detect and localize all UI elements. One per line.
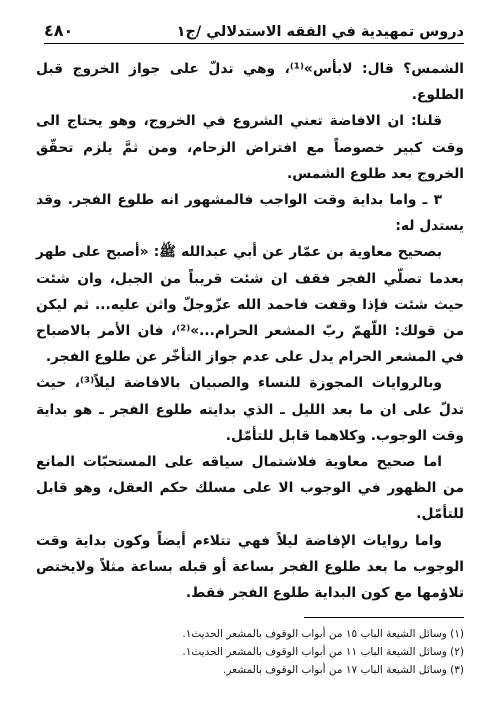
paragraph: بصحيح معاوية بن عمّار عن أبي عبدالله ﷺ: «أصبح على طهر بعدما تصلّي الفجر فقف ان شئت قريباً من الجبل، وان شئت حيث شئت فإذا وقفت فاحمد الله عزّوجلّ واثن عليه... ثم ليكن من قولك: اللّهمّ ربّ المشعر الحرام...»⁽²⁾، فان الأمر بالاصباح في المشعر الحرام يدل على عدم جواز التأخّر عن طلوع الفجر. xyxy=(36,244,464,366)
paragraph: اما صحيح معاوية فلاشتمال سياقه على المستحبّات المانع من الظهور في الوجوب الا على مسلك حكم العقل، وهو قابل للتأمّل. xyxy=(36,454,464,523)
paragraph: واما روايات الإفاضة ليلاً فهي تتلاءم أيضاً وكون بداية وقت الوجوب ما بعد طلوع الفجر بساعة أو قبله بساعة مثلاً ولايختص تلاؤمها مع كون البداية طلوع الفجر فقط. xyxy=(36,532,464,602)
paragraph: الشمس؟ قال: لابأس»⁽¹⁾، وهي تدلّ على جواز الخروج قبل الطلوع. xyxy=(36,61,465,104)
page-header xyxy=(44,18,464,44)
running-title: دروس تمهيدية في الفقه الاستدلالي /ج١ xyxy=(176,24,464,40)
main-text xyxy=(36,56,464,606)
footnotes xyxy=(40,625,464,679)
footnote: (٢) وسائل الشيعة الباب ١١ من أبواب الوقوف بالمشعر الحديث١. xyxy=(182,646,464,658)
footnote: (١) وسائل الشيعة الباب ١٥ من أبواب الوقوف بالمشعر الحديث١. xyxy=(182,628,464,640)
paragraph: ٣ ـ واما بداية وقت الواجب فالمشهور انه طلوع الفجر. وقد يستدل له: xyxy=(36,192,464,235)
page-number: ٤٨٠ xyxy=(44,21,74,40)
footnote: (٣) وسائل الشيعة الباب ١٧ من أبواب الوقوف بالمشعر. xyxy=(223,664,464,676)
paragraph: وبالروايات المجوزة للنساء والصبيان بالافاضة ليلاً⁽³⁾، حيث تدلّ على ان ما بعد الليل ـ الذي بدايته طلوع الفجر ـ هو بداية وقت الوجوب. وكلاهما قابل للتأمّل. xyxy=(36,375,464,444)
paragraph: قلنا: ان الافاضة تعني الشروع في الخروج، وهو يحتاج الى وقت كبير خصوصاً مع افتراض الزحام، ومن ثمَّ يلزم تحقّق الخروج بعد طلوع الشمس. xyxy=(36,113,464,182)
footnote-divider xyxy=(304,617,464,618)
